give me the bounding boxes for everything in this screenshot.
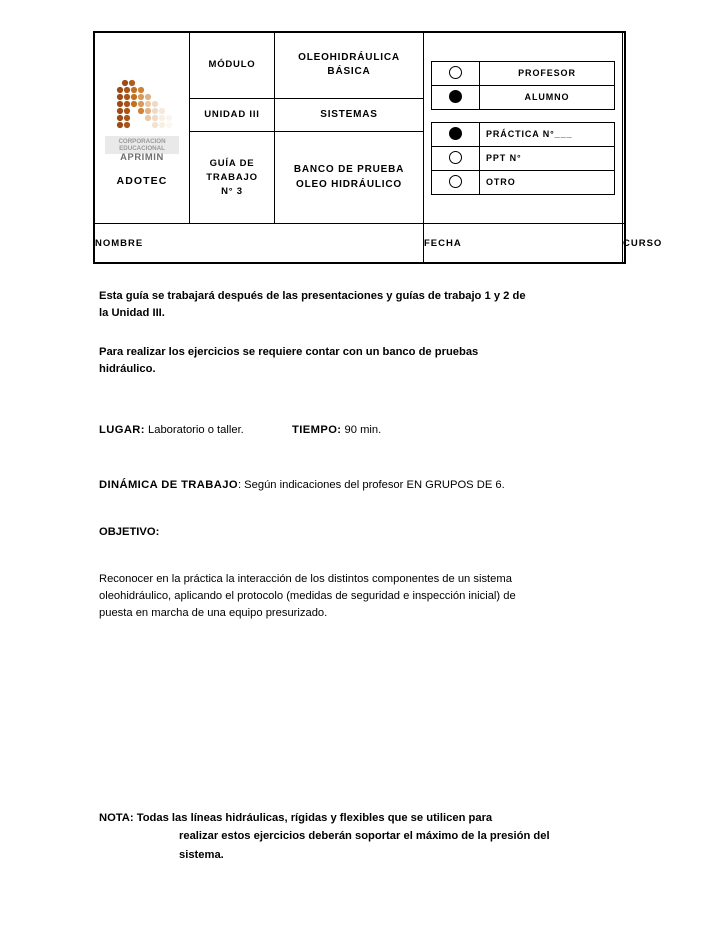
nota-line2: realizar estos ejercicios deberán soportar el máximo de la presión del [179,830,550,843]
guide-label-line2: TRABAJO [206,171,258,183]
intro-p1-line1: Esta guía se trabajará después de las presentaciones y guías de trabajo 1 y 2 de [99,290,526,302]
unit-value-cell: SISTEMAS [275,98,424,132]
doctype-option-row[interactable] [432,170,615,194]
dinamica-key: DINÁMICA DE TRABAJO [99,479,238,492]
guide-value-cell [275,132,424,224]
logo-cell [94,32,190,224]
guide-label-line3: N° 3 [221,185,243,197]
profesor-radio-cell[interactable] [432,61,480,85]
objetivo-line1: Reconocer en la práctica la interacción de los distintos componentes de un sistema [99,573,512,586]
document-body [99,288,644,875]
objetivo-paragraph [99,571,644,622]
spacer [99,541,644,571]
module-value-line2: BÁSICA [327,66,371,78]
guide-value-line1: BANCO DE PRUEBA [293,164,405,176]
tiempo-key: TIEMPO: [292,424,342,437]
objetivo-heading: OBJETIVO: [99,526,160,539]
audience-option-row[interactable] [432,61,615,85]
otro-radio-icon[interactable] [449,175,462,188]
guide-label-line1: GUÍA DE [209,157,255,169]
spacer [99,322,644,344]
aprimin-dot-triangle-logo-icon [109,77,175,135]
intro-paragraph-2 [99,344,644,378]
intro-p2-line1: Para realizar los ejercicios se requiere contar con un banco de pruebas [99,346,479,359]
dinamica-value: : Según indicaciones del profesor EN GRUPOS DE 6. [237,479,505,492]
guide-header-table [93,31,663,264]
fecha-field[interactable]: FECHA [424,224,623,264]
curso-field[interactable]: CURSO [623,224,626,264]
practica-radio-icon[interactable] [449,127,462,140]
org-abbrev-label: ADOTEC [116,174,168,187]
nombre-field[interactable]: NOMBRE [94,224,424,264]
module-value-cell [275,32,424,98]
profesor-radio-icon[interactable] [449,66,462,79]
practica-label: PRÁCTICA N°___ [480,122,615,146]
logo-line2: EDUCACIONAL [119,144,165,152]
module-value-line1: OLEOHIDRÁULICA [298,51,400,63]
logo-block [95,70,189,187]
doctype-option-row[interactable] [432,146,615,170]
intro-p2-line2: hidráulico. [99,363,156,376]
marks-inner [424,54,622,203]
alumno-radio-icon[interactable] [449,90,462,103]
lugar-value: Laboratorio o taller. [148,424,244,437]
guide-label-cell [190,132,275,224]
spacer [99,622,644,798]
marks-cell [424,32,623,224]
nota-line1: NOTA: Todas las líneas hidráulicas, rígidas y flexibles que se utilicen para [99,812,493,825]
alumno-radio-cell[interactable] [432,85,480,109]
lugar-key: LUGAR: [99,424,145,437]
practica-radio-cell[interactable] [432,122,480,146]
ppt-radio-icon[interactable] [449,151,462,164]
audience-radio-group [431,61,615,110]
audience-option-row[interactable] [432,85,615,109]
logo-line1: CORPORACION [118,137,166,145]
header-main-row [94,32,625,98]
otro-radio-cell[interactable] [432,170,480,194]
intro-p1-line2: la Unidad III. [99,307,165,320]
alumno-label: ALUMNO [480,85,615,109]
doctype-radio-group [431,122,615,195]
ppt-radio-cell[interactable] [432,146,480,170]
spacer [99,494,644,524]
nota-line3: sistema. [179,848,224,861]
unit-label-cell: UNIDAD III [190,98,275,132]
logo-line3: APRIMIN [120,150,164,162]
profesor-label: PROFESOR [480,61,615,85]
aprimin-wordmark [105,136,179,162]
objetivo-line3: puesta en marcha de una equipo presurizado. [99,607,328,620]
module-label-cell: MÓDULO [190,32,275,98]
spacer [99,378,644,422]
spacer [99,439,644,477]
doctype-option-row[interactable] [432,122,615,146]
lugar-tiempo-line [99,422,644,439]
intro-paragraph-1 [99,288,644,322]
otro-label: OTRO [480,170,615,194]
identity-row [94,224,625,264]
objetivo-line2: oleohidráulico, aplicando el protocolo (medidas de seguridad e inspección inicial) de [99,590,516,603]
dinamica-line [99,477,644,494]
ppt-label: PPT N° [480,146,615,170]
tiempo-value: 90 min. [344,424,382,437]
nota-paragraph [99,809,639,863]
guide-value-line2: OLEO HIDRÁULICO [296,178,402,190]
